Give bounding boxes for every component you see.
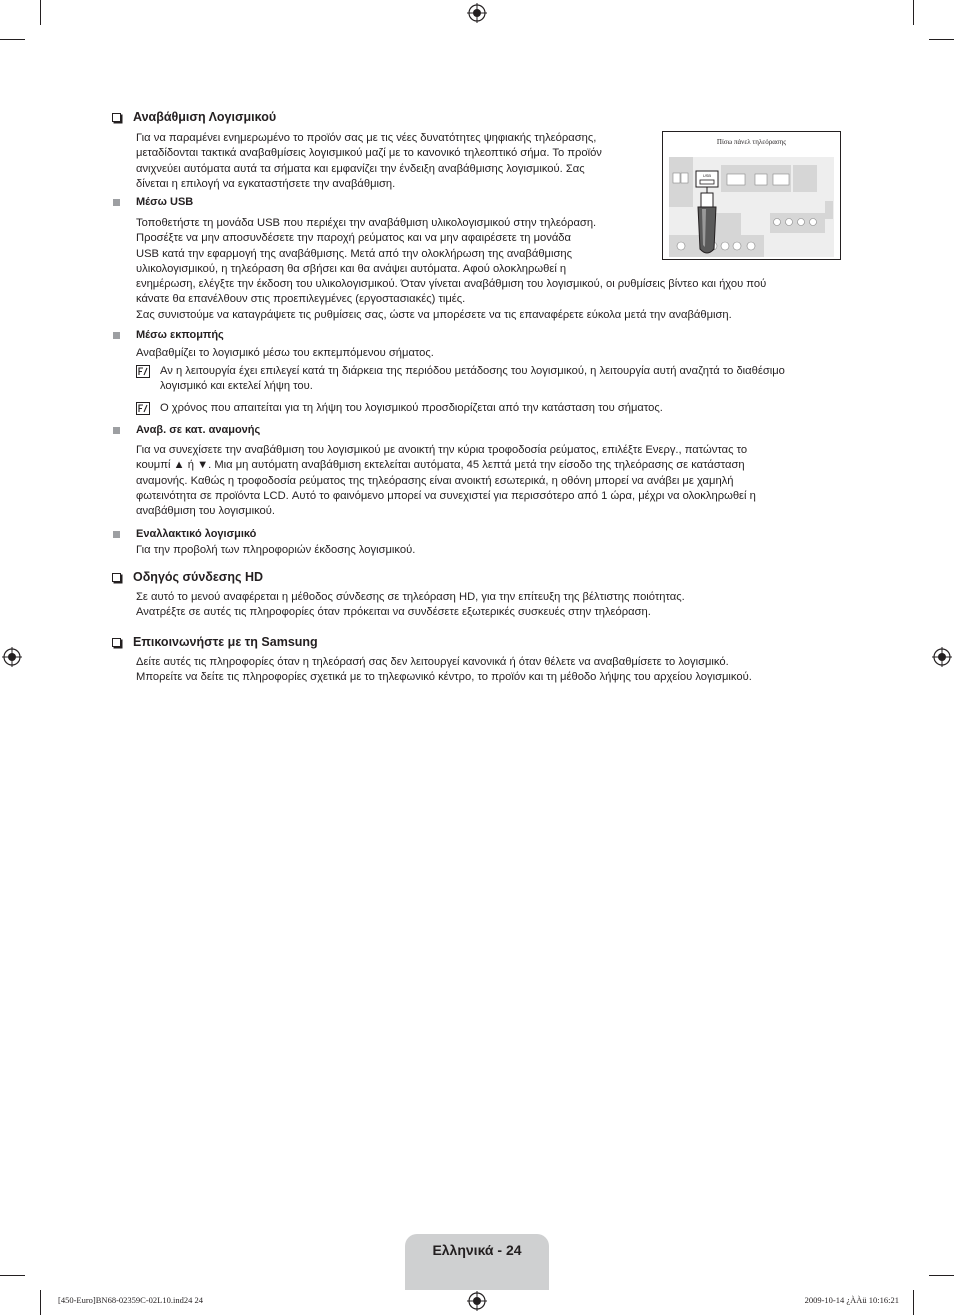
subsection-alternative-title: Εναλλακτικό λογισμικό <box>113 528 256 540</box>
section-heading-contact-samsung: Επικοινωνήστε με τη Samsung <box>112 635 318 649</box>
alternative-paragraph: Για την προβολή των πληροφοριών έκδοσης λογισμικού. <box>136 544 416 556</box>
note-icon <box>136 402 150 415</box>
registration-mark-icon <box>467 1291 487 1311</box>
crop-mark <box>0 39 25 40</box>
subsection-usb-title: Μέσω USB <box>113 196 193 208</box>
crop-mark <box>40 1290 41 1315</box>
subsection-broadcast-title: Μέσω εκπομπής <box>113 329 224 341</box>
hd-guide-paragraph: Σε αυτό το μενού αναφέρεται η μέθοδος σύνδεσης σε τηλεόραση HD, για την επίτευξη της βέλτιστης ποιότητας. Ανατρέξτε σε αυτές τις πληροφορίες όταν πρόκειται να συνδέσετε εξωτερικές συσκευές στην τηλεόραση. <box>136 591 685 619</box>
figure-caption: Πίσω πάνελ τηλεόρασης <box>716 138 787 146</box>
usb-port-label: USB <box>702 173 712 178</box>
subsection-standby-title: Αναβ. σε κατ. αναμονής <box>113 424 260 436</box>
checkbox-bullet-icon <box>112 113 121 122</box>
usb-paragraph: Τοποθετήστε τη μονάδα USB που περιέχει την αναβάθμιση υλικολογισμικού στην τηλεόραση. Προσέξτε να μην αποσυνδέσετε την παροχή ρεύματος και να μην αφαιρέσετε τη μονάδα USB κατά την εφαρμογή της αναβάθμισης. Μετά από την ολοκλήρωση της αναβάθμισης υλικολογισμικού, η τηλεόραση θα σβήσει και θα ανάψει αυτόματα. Αφού ολοκληρωθεί η ενημέρωση, ελέγξτε την έκδοση του υλικολογισμικού. Όταν γίνεται αναβάθμιση του λογισμικού, οι ρυθμίσεις βίντεο και ήχου πού κάνατε θα επανέλθουν στις προεπιλεγμένες (εργοστασιακές) τιμές. Σας συνιστούμε να καταγράψετε τις ρυθμίσεις σας, ώστε να μπορέσετε να τις επαναφέρετε εύκολα μετά την αναβάθμιση. <box>136 217 767 321</box>
standby-paragraph: Για να συνεχίσετε την αναβάθμιση του λογισμικού με ανοικτή την κύρια τροφοδοσία ρεύματος, επιλέξτε Ενεργ., πατώντας το κουμπί ▲ ή ▼. Μια μη αυτόματη αναβάθμιση εκτελείται αυτόματα, 45 λεπτά μετά την είσοδο της τηλεόρασης σε κατάσταση αναμονής. Καθώς η τροφοδοσία ρεύματος της τηλεόρασης είναι ανοικτή εσωτερικά, η οθόνη μπορεί να ανάβει με χαμηλή φωτεινότητα σε προϊόντα LCD. Αυτό το φαινόμενο μπορεί να συνεχιστεί για περισσότερο από 1 ώρα, μέχρι να ολοκληρωθεί η αναβάθμιση του λογισμικού. <box>136 444 756 518</box>
note-icon <box>136 365 150 378</box>
intro-paragraph: Για να παραμένει ενημερωμένο το προϊόν σας με τις νέες δυνατότητες ψηφιακής τηλεόρασης, μεταδίδονται τακτικά αναβαθμίσεις λογισμικού μαζί με το κανονικό τηλεοπτικό σήμα. Το προϊόν ανιχνεύει αυτόματα αυτά τα σήματα και εμφανίζει την ένδειξη αναβάθμισης λογισμικού. Σας δίνεται η επιλογή να εγκαταστήσετε την αναβάθμιση. <box>136 132 602 190</box>
page-number-tab: Ελληνικά - 24 <box>405 1234 549 1290</box>
crop-mark <box>0 1275 25 1276</box>
checkbox-bullet-icon <box>112 638 121 647</box>
square-bullet-icon <box>113 199 120 206</box>
square-bullet-icon <box>113 531 120 538</box>
section-heading-software-upgrade: Αναβάθμιση Λογισμικού <box>112 110 276 124</box>
registration-mark-icon <box>467 3 487 23</box>
crop-mark <box>913 1290 914 1315</box>
checkbox-bullet-icon <box>112 573 121 582</box>
footer-timestamp: 2009-10-14 ¿ÀÀü 10:16:21 <box>804 1295 899 1305</box>
square-bullet-icon <box>113 332 120 339</box>
registration-mark-icon <box>2 647 22 667</box>
crop-mark <box>40 0 41 25</box>
crop-mark <box>929 1275 954 1276</box>
note-broadcast-search: Αν η λειτουργία έχει επιλεγεί κατά τη διάρκεια της περιόδου μετάδοσης του λογισμικού, η λειτουργία αυτή αναζητά το διαθέσιμο λογισμικό και εκτελεί λήψη του. <box>136 364 785 395</box>
square-bullet-icon <box>113 427 120 434</box>
crop-mark <box>913 0 914 25</box>
contact-paragraph: Δείτε αυτές τις πληροφορίες όταν η τηλεόρασή σας δεν λειτουργεί κανονικά ή όταν θέλετε να αναβαθμίσετε το λογισμικό. Μπορείτε να δείτε τις πληροφορίες σχετικά με το τηλεφωνικό κέντρο, το προϊόν και τη μέθοδο λήψης του αρχείου λογισμικού. <box>136 656 752 684</box>
section-heading-hd-guide: Οδηγός σύνδεσης HD <box>112 570 263 584</box>
crop-mark <box>929 39 954 40</box>
footer-file-info: [450-Euro]BN68-02359C-02L10.ind24 24 <box>58 1295 203 1305</box>
registration-mark-icon <box>932 647 952 667</box>
note-download-time: Ο χρόνος που απαιτείται για τη λήψη του λογισμικού προσδιορίζεται από την κατάσταση του σήματος. <box>136 401 663 416</box>
broadcast-paragraph: Αναβαθμίζει το λογισμικό μέσω του εκπεμπόμενου σήματος. <box>136 347 434 359</box>
